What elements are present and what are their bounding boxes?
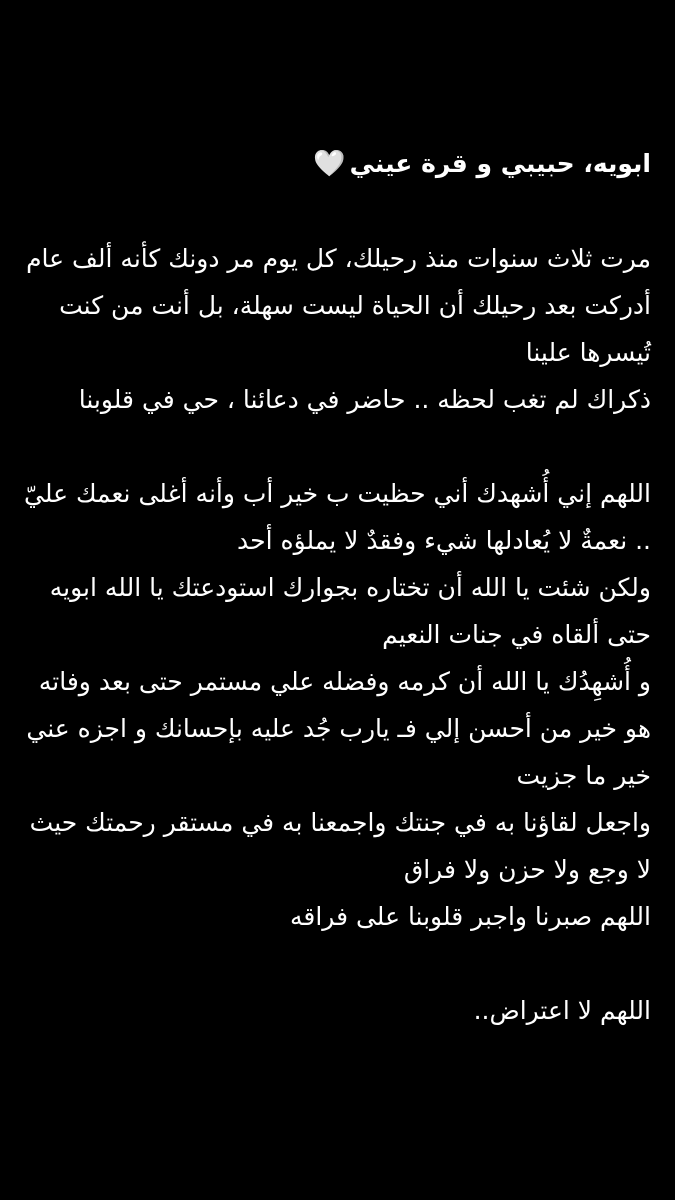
spacer <box>18 423 651 470</box>
note-line: و أُشهِدُك يا الله أن كرمه وفضله علي مستمر حتى بعد وفاته هو خير من أحسن إلي فـ يارب جُد عليه بإحسانك و اجزه عني خير ما جزيت <box>26 667 651 790</box>
white-heart-icon: 🤍 <box>313 149 346 179</box>
note-line: أدركت بعد رحيلك أن الحياة ليست سهلة، بل أنت من كنت تُيسرها علينا <box>59 291 651 367</box>
note-line: اللهم إني أُشهدك أني حظيت ب خير أب وأنه أغلى نعمك عليّ .. نعمةٌ لا يُعادلها شيء وفقدٌ لا يملؤه أحد <box>24 479 651 555</box>
note-line: واجعل لقاؤنا به في جنتك واجمعنا به في مستقر رحمتك حيث لا وجع ولا حزن ولا فراق <box>29 808 651 884</box>
title-text: ابويه، حبيبي و قرة عيني <box>349 149 651 178</box>
note-line: اللهم صبرنا واجبر قلوبنا على فراقه <box>289 902 651 931</box>
note-line: ذكراك لم تغب لحظه .. حاضر في دعائنا ، حي في قلوبنا <box>78 385 651 414</box>
note-text <box>18 140 651 1034</box>
note-line: مرت ثلاث سنوات منذ رحيلك، كل يوم مر دونك كأنه ألف عام <box>26 244 651 273</box>
spacer <box>18 940 651 987</box>
closing-line: اللهم لا اعتراض.. <box>473 996 651 1025</box>
spacer <box>18 188 651 235</box>
note-title <box>18 140 651 188</box>
note-line: ولكن شئت يا الله أن تختاره بجوارك استودعتك يا الله ابويه حتى ألقاه في جنات النعيم <box>49 573 651 649</box>
